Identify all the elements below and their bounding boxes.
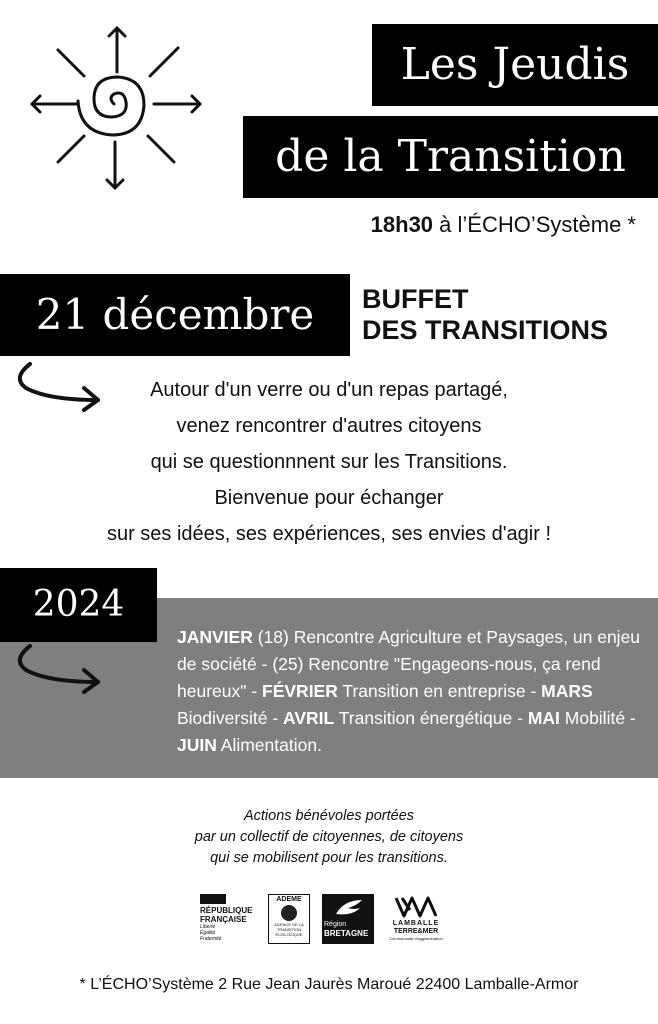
time-label: 18h30 xyxy=(370,212,434,237)
lamballe-terre-mer-logo xyxy=(384,894,448,944)
location-label: à l’ÉCHO’Système * xyxy=(433,212,636,237)
region-small: Région xyxy=(324,921,347,928)
description-line: sur ses idées, ses expériences, ses envies d'agir ! xyxy=(106,523,552,545)
time-location xyxy=(371,212,636,238)
footer-line: par un collectif de citoyennes, de citoyens xyxy=(194,829,464,845)
description-line: Autour d'un verre ou d'un repas partagé, xyxy=(150,379,508,401)
footer-note xyxy=(0,806,658,869)
lamballe-line: TERRE&MER xyxy=(393,928,439,935)
event-description xyxy=(0,372,658,552)
venue-address: * L’ÉCHO’Système 2 Rue Jean Jaurès Maroué 22400 Lamballe-Armor xyxy=(79,976,579,993)
lamballe-line: Communauté d'agglomération xyxy=(389,936,443,941)
ademe-subtitle: AGENCE DE LA xyxy=(274,922,304,927)
lamballe-line: LAMBALLE xyxy=(392,920,440,927)
curved-arrow-icon xyxy=(10,642,105,697)
month-label: JANVIER xyxy=(177,627,253,647)
rf-motto: Liberté xyxy=(200,924,216,930)
footer-line: Actions bénévoles portées xyxy=(243,808,415,824)
spiral-sun-icon xyxy=(22,24,212,196)
description-line: qui se questionnnent sur les Transitions. xyxy=(150,451,508,473)
description-line: venez rencontrer d'autres citoyens xyxy=(176,415,482,437)
region-big: BRETAGNE xyxy=(324,929,369,938)
rf-motto: Fraternité xyxy=(200,936,222,942)
program-item: (18) Rencontre Agriculture et Paysages, un enjeu de société - (25) Rencontre "Engageons-nous, ça rend heureux" - xyxy=(177,627,641,701)
month-label: MAI xyxy=(527,708,560,728)
month-label: JUIN xyxy=(177,735,217,755)
ademe-subtitle: ÉCOLOGIQUE xyxy=(275,932,303,937)
program-text xyxy=(177,624,643,759)
program-item: Mobilité - xyxy=(559,708,636,728)
month-label: MARS xyxy=(541,681,593,701)
republique-francaise-logo xyxy=(200,894,264,944)
marianne-icon xyxy=(200,894,226,904)
event-name-line-2: DES TRANSITIONS xyxy=(362,315,609,345)
hermine-icon xyxy=(322,894,374,920)
region-label xyxy=(322,920,374,939)
title-line-1: Les Jeudis xyxy=(372,24,658,106)
program-item: Biodiversité - xyxy=(177,708,284,728)
rf-motto: Égalité xyxy=(200,930,216,936)
footer-line: qui se mobilisent pour les transitions. xyxy=(210,850,448,866)
region-bretagne-logo xyxy=(322,894,374,944)
event-date: 21 décembre xyxy=(0,274,350,356)
description-line: Bienvenue pour échanger xyxy=(214,487,444,509)
ademe-subtitle: TRANSITION xyxy=(276,927,302,932)
program-item: Alimentation. xyxy=(216,735,322,755)
ademe-logo xyxy=(268,894,310,944)
program-item: Transition en entreprise - xyxy=(337,681,542,701)
title-line-2: de la Transition xyxy=(243,116,658,198)
ademe-title: ADEME xyxy=(276,896,302,903)
event-name-line-1: BUFFET xyxy=(362,284,469,314)
month-label: AVRIL xyxy=(283,708,335,728)
globe-icon xyxy=(281,905,297,921)
lamballe-emblem-icon xyxy=(392,894,440,920)
rf-name-line: FRANÇAISE xyxy=(200,915,247,924)
rf-name-line: RÉPUBLIQUE xyxy=(200,906,253,915)
month-label: FÉVRIER xyxy=(262,681,338,701)
program-item: Transition énergétique - xyxy=(334,708,528,728)
event-name xyxy=(362,284,608,346)
program-year: 2024 xyxy=(0,568,157,642)
